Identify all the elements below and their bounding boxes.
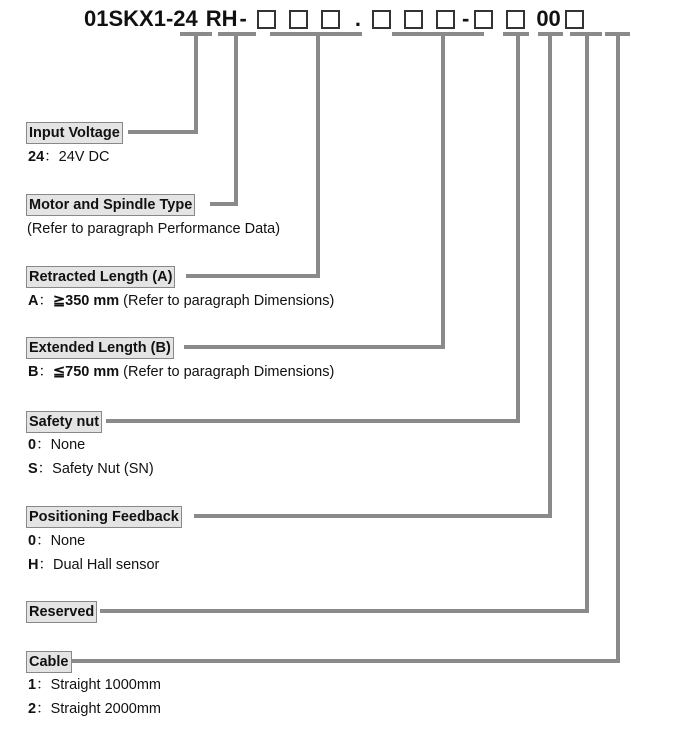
label-retracted-length: Retracted Length (A) bbox=[26, 266, 175, 288]
code-dash: - bbox=[239, 6, 247, 31]
code-box-a2 bbox=[289, 10, 308, 29]
label-cable: Cable bbox=[26, 651, 72, 673]
option-key: 1 bbox=[28, 677, 37, 693]
option-cable-1000 bbox=[28, 676, 161, 694]
option-value: None bbox=[50, 533, 86, 549]
option-key: S bbox=[28, 461, 38, 477]
connector-motor bbox=[212, 34, 236, 204]
option-safety-sn bbox=[28, 460, 154, 478]
code-box-safety-nut bbox=[474, 10, 493, 29]
option-sep: ： bbox=[38, 364, 53, 380]
label-reserved: Reserved bbox=[26, 601, 97, 623]
option-safety-none bbox=[28, 436, 85, 454]
motor-spindle-note: (Refer to paragraph Performance Data) bbox=[27, 221, 281, 237]
option-key: 24 bbox=[28, 149, 45, 165]
option-value: 24V DC bbox=[58, 149, 110, 165]
option-bold-value: ≦750 mm bbox=[52, 364, 120, 380]
option-key: A bbox=[28, 293, 39, 309]
code-box-b1 bbox=[372, 10, 391, 29]
model-code bbox=[84, 4, 585, 34]
connector-input-voltage bbox=[130, 34, 196, 132]
option-value: Dual Hall sensor bbox=[52, 557, 160, 573]
code-box-a3 bbox=[321, 10, 340, 29]
option-value: None bbox=[50, 437, 86, 453]
code-box-cable bbox=[565, 10, 584, 29]
option-extended bbox=[28, 363, 334, 381]
option-sep: ： bbox=[38, 293, 53, 309]
option-sep: ： bbox=[36, 677, 51, 693]
label-motor-spindle: Motor and Spindle Type bbox=[26, 194, 195, 216]
option-key: B bbox=[28, 364, 39, 380]
option-key: 2 bbox=[28, 701, 37, 717]
connector-retracted bbox=[188, 34, 318, 276]
option-sep: ： bbox=[36, 437, 51, 453]
option-retracted bbox=[28, 292, 334, 310]
option-value: Straight 2000mm bbox=[50, 701, 161, 717]
option-sep: ： bbox=[36, 701, 51, 717]
option-value: Safety Nut (SN) bbox=[52, 461, 154, 477]
code-motor: RH bbox=[205, 6, 238, 31]
option-value: Straight 1000mm bbox=[50, 677, 161, 693]
code-prefix: 01SKX1-24 bbox=[84, 6, 198, 31]
option-value: (Refer to paragraph Dimensions) bbox=[119, 293, 335, 309]
option-sep: ： bbox=[38, 557, 53, 573]
option-key: H bbox=[28, 557, 39, 573]
option-sep: ： bbox=[44, 149, 59, 165]
label-extended-length: Extended Length (B) bbox=[26, 337, 174, 359]
code-box-b3 bbox=[436, 10, 455, 29]
code-dot: . bbox=[354, 6, 361, 31]
label-input-voltage: Input Voltage bbox=[26, 122, 123, 144]
label-positioning-feedback: Positioning Feedback bbox=[26, 506, 182, 528]
option-value: (Refer to paragraph Dimensions) bbox=[119, 364, 335, 380]
option-24v bbox=[28, 148, 109, 166]
code-dash: - bbox=[461, 6, 470, 31]
option-bold-value: ≧350 mm bbox=[52, 293, 120, 309]
option-cable-2000 bbox=[28, 700, 161, 718]
option-key: 0 bbox=[28, 437, 37, 453]
code-zeros: 00 bbox=[536, 6, 561, 31]
option-key: 0 bbox=[28, 533, 37, 549]
option-sep: ： bbox=[36, 533, 51, 549]
option-feedback-none bbox=[28, 532, 85, 550]
label-safety-nut: Safety nut bbox=[26, 411, 102, 433]
code-box-a1 bbox=[257, 10, 276, 29]
option-feedback-hall bbox=[28, 556, 159, 574]
option-sep: ： bbox=[37, 461, 53, 477]
code-box-b2 bbox=[404, 10, 423, 29]
code-box-feedback bbox=[506, 10, 525, 29]
